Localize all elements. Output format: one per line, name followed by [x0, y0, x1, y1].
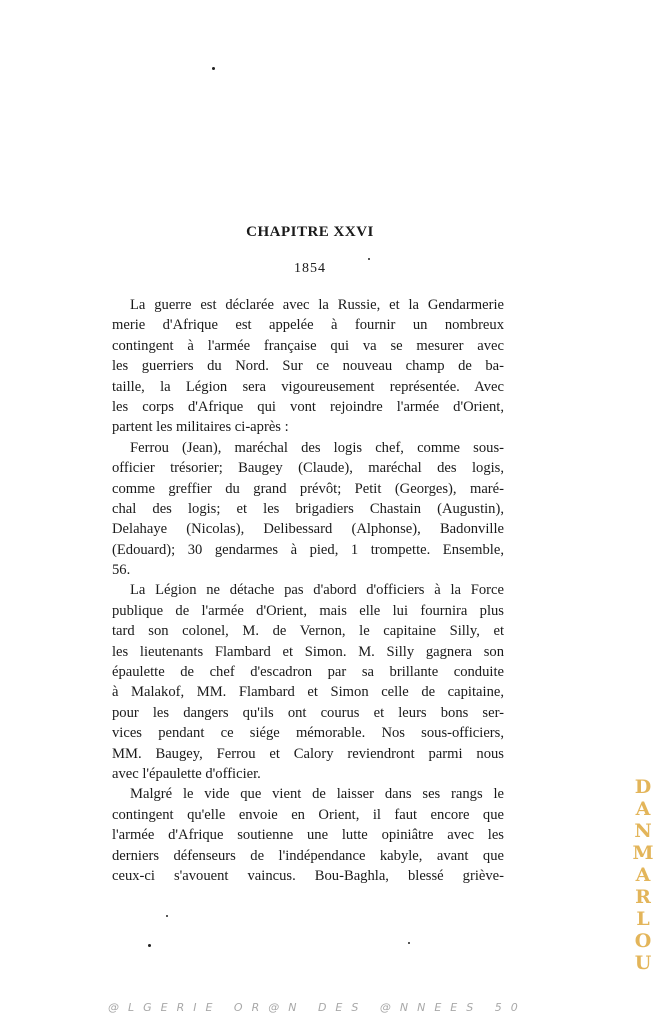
ink-speck: [212, 67, 215, 70]
text-line: (Edouard); 30 gendarmes à pied, 1 trompette. Ensemble,: [112, 541, 504, 558]
text-line: les guerriers du Nord. Sur ce nouveau champ de ba-: [112, 358, 504, 375]
text-line: ceux-ci s'avouent vaincus. Bou-Baghla, blessé griève-: [112, 867, 504, 884]
chapter-title: CHAPITRE XXVI: [246, 224, 374, 240]
body-text: [112, 295, 504, 886]
text-line: merie d'Afrique est appelée à fournir un nombreux: [112, 317, 504, 334]
ink-speck: [148, 944, 151, 947]
paragraph-4: [112, 784, 504, 886]
text-line: vices pendant ce siége mémorable. Nos sous-officiers,: [112, 725, 504, 742]
text-line: Ferrou (Jean), maréchal des logis chef, comme sous-: [130, 439, 504, 456]
text-line: comme greffier du grand prévôt; Petit (Georges), maré-: [112, 480, 504, 497]
paragraph-1: [112, 295, 504, 438]
text-line: taille, la Légion sera vigoureusement représentée. Avec: [112, 378, 504, 395]
text-line: avec l'épaulette d'officier.: [112, 765, 261, 782]
chapter-year: 1854: [294, 261, 326, 276]
text-line: Malgré le vide que vient de laisser dans ses rangs le: [130, 786, 504, 803]
text-line: chal des logis; et les brigadiers Chastain (Augustin),: [112, 500, 504, 517]
ink-speck: [368, 258, 370, 260]
text-line: La guerre est déclarée avec la Russie, et la Gendarmerie: [130, 297, 504, 313]
text-line: les corps d'Afrique qui vont rejoindre l'armée d'Orient,: [112, 398, 504, 415]
paragraph-3: [112, 580, 504, 784]
paragraph-2: [112, 438, 504, 581]
text-line: à Malakof, MM. Flambard et Simon celle de capitaine,: [112, 684, 504, 701]
text-line: MM. Baugey, Ferrou et Calory reviendront parmi nous: [112, 745, 504, 762]
text-line: contingent à l'armée française qui va se mesurer avec: [112, 337, 504, 354]
footer-watermark: @LGERIE OR@N DES @NNEES 50: [108, 1001, 527, 1014]
text-line: épaulette de chef d'escadron par sa brillante conduite: [112, 664, 504, 681]
text-line: pour les dangers qu'ils ont courus et leurs bons ser-: [112, 704, 504, 721]
text-line: publique de l'armée d'Orient, mais elle lui fournira plus: [112, 602, 504, 619]
text-line: contingent qu'elle envoie en Orient, il faut encore que: [112, 806, 504, 823]
ink-speck: [408, 942, 410, 944]
watermark-text: DANMARLOU: [632, 776, 654, 974]
text-line: La Légion ne détache pas d'abord d'officiers à la Force: [130, 582, 504, 599]
text-line: partent les militaires ci-après :: [112, 419, 289, 436]
text-line: derniers défenseurs de l'indépendance kabyle, avant que: [112, 847, 504, 864]
ink-speck: [166, 915, 168, 917]
text-line: tard son colonel, M. de Vernon, le capitaine Silly, et: [112, 623, 504, 640]
text-line: l'armée d'Afrique soutienne une lutte opiniâtre avec les: [112, 827, 504, 844]
text-line: Delahaye (Nicolas), Delibessard (Alphonse), Badonville: [112, 521, 504, 538]
text-line: les lieutenants Flambard et Simon. M. Silly gagnera son: [112, 643, 504, 660]
text-line: 56.: [112, 562, 131, 579]
text-line: officier trésorier; Baugey (Claude), maréchal des logis,: [112, 460, 504, 477]
